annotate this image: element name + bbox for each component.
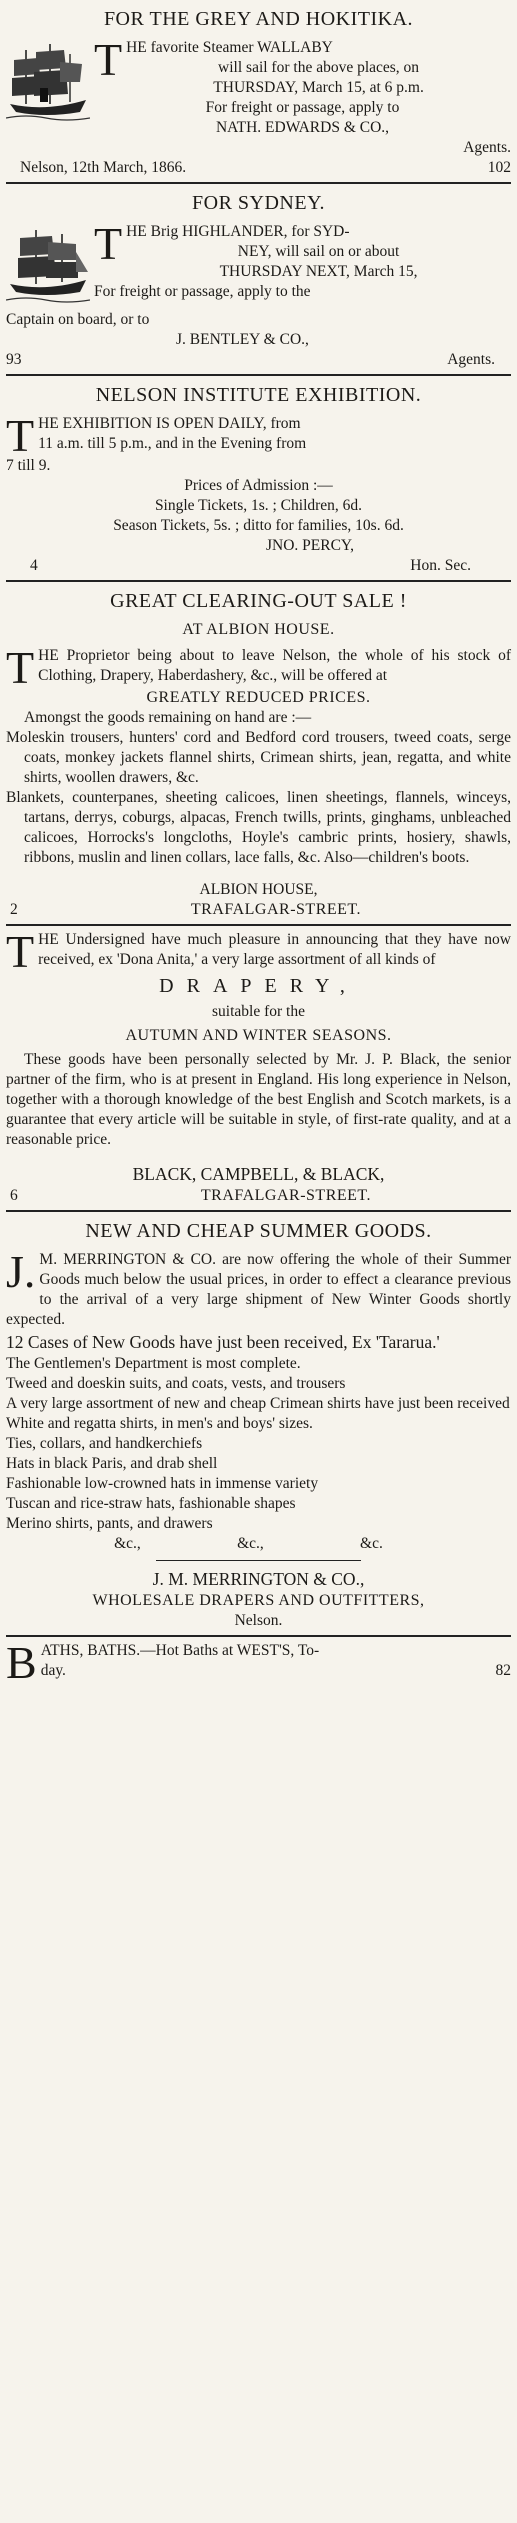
- ad-heading: NEW AND CHEAP SUMMER GOODS.: [85, 1220, 432, 1242]
- ad-footer: [41, 1661, 511, 1681]
- ad-reduced: GREATLY REDUCED PRICES.: [146, 689, 371, 706]
- column-rule: [6, 1210, 511, 1212]
- drop-cap: B: [6, 1637, 37, 1688]
- trade-line: WHOLESALE DRAPERS AND OUTFITTERS,: [92, 1592, 425, 1609]
- column-rule: [6, 580, 511, 582]
- goods-paragraph: Moleskin trousers, hunters' cord and Bedford cord trousers, tweed coats, serge coats, monkey jackets flannel shirts, Crimean shirts, jean, regatta, and white shirts, woollen drawers, &c.: [6, 729, 511, 786]
- cases-line: 12 Cases of New Goods have just been received, Ex 'Tararua.': [6, 1332, 440, 1352]
- column-rule: [6, 182, 511, 184]
- ad-grey-hokitika: [6, 6, 511, 178]
- prices-line: Season Tickets, 5s. ; ditto for families, 10s. 6d.: [113, 517, 404, 534]
- list-item: White and regatta shirts, in men's and boys' sizes.: [6, 1415, 313, 1432]
- etc-mark: &c.,: [237, 1535, 264, 1552]
- ad-clearing-out-sale: [6, 588, 511, 920]
- ad-body: [6, 218, 511, 310]
- prices-line: Single Tickets, 1s. ; Children, 6d.: [154, 497, 363, 514]
- ad-line: NATH. EDWARDS & CO.,: [215, 119, 390, 136]
- list-item: Hats in black Paris, and drab shell: [6, 1455, 218, 1472]
- list-item: The Gentlemen's Department is most complete.: [6, 1355, 301, 1372]
- ad-text: [94, 218, 511, 302]
- ad-heading: FOR THE GREY AND HOKITIKA.: [103, 8, 414, 30]
- drop-cap: T: [94, 218, 123, 269]
- ad-text: [94, 34, 511, 158]
- agents-label: Agents.: [447, 351, 495, 368]
- secretary-title: Hon. Sec.: [410, 557, 471, 574]
- ad-number: 4: [30, 557, 38, 574]
- ad-intro: M. MERRINGTON & CO. are now offering the whole of their Summer Goods much below the usual prices, in order to effect a clearance previous to the arrival of a very large shipment of New Winter Goods shortly expected.: [6, 1251, 511, 1328]
- ad-line: ATHS, BATHS.—Hot Baths at WEST'S, To-: [40, 1642, 320, 1659]
- house-name: ALBION HOUSE,: [199, 881, 318, 898]
- ad-footer: [6, 350, 511, 370]
- ad-drapery: [6, 926, 511, 1206]
- ad-line: For freight or passage, apply to the: [94, 283, 311, 300]
- agents-label: Agents.: [463, 139, 511, 156]
- list-item: Tuscan and rice-straw hats, fashionable shapes: [6, 1495, 296, 1512]
- ad-line: 7 till 9.: [6, 457, 51, 474]
- drop-cap: T: [94, 34, 123, 85]
- etc-row: [6, 1534, 511, 1554]
- list-item: Fashionable low-crowned hats in immense variety: [6, 1475, 319, 1492]
- drapery-word: DRAPERY,: [159, 975, 358, 997]
- ad-line: THURSDAY NEXT, March 15,: [219, 263, 418, 280]
- prices-title: Prices of Admission :—: [184, 477, 333, 494]
- ad-line: THURSDAY, March 15, at 6 p.m.: [213, 79, 424, 96]
- firm-name: BLACK, CAMPBELL, & BLACK,: [132, 1164, 385, 1184]
- ad-subheading: AT ALBION HOUSE.: [182, 621, 335, 638]
- ad-footer: [6, 1186, 511, 1206]
- ad-date: Nelson, 12th March, 1866.: [20, 159, 187, 176]
- street-name: TRAFALGAR-STREET.: [200, 1187, 371, 1204]
- ad-body-text: These goods have been personally selected by Mr. J. P. Black, the senior partner of the firm, who is at present in England. His long experience in Nelson, together with a thorough knowledge of the best English and Scotch markets, is a guarantee that every article will be suitable in style, of first-rate quality, and at a reasonable price.: [6, 1051, 511, 1148]
- firm-name: J. M. MERRINGTON & CO.,: [152, 1569, 365, 1589]
- street-name: TRAFALGAR-STREET.: [190, 901, 361, 918]
- seasons-line: AUTUMN AND WINTER SEASONS.: [125, 1027, 392, 1044]
- goods-paragraph: Blankets, counterpanes, sheeting calicoes, linen sheetings, flannels, winceys, tartans, derrys, coburgs, alpacas, French twills, prints, ginghams, unbleached calicoes, Horrocks's longcloths, Hoyle's cambric prints, hosiery, shawls, ribbons, muslin and linen collars, lace falls, &c. Also—children's boots.: [6, 789, 511, 866]
- column-rule: [6, 1635, 511, 1637]
- ad-baths: [6, 1637, 511, 1688]
- ad-line: will sail for the above places, on: [218, 59, 420, 76]
- ad-body: [6, 34, 511, 158]
- ad-footer: [6, 900, 511, 920]
- ad-heading: NELSON INSTITUTE EXHIBITION.: [95, 384, 422, 406]
- ad-line: 11 a.m. till 5 p.m., and in the Evening from: [38, 435, 307, 452]
- brig-ship-icon: [6, 222, 90, 310]
- ad-summer-goods: [6, 1218, 511, 1631]
- list-item: Ties, collars, and handkerchiefs: [6, 1435, 203, 1452]
- ad-footer: [6, 158, 511, 178]
- ad-number: 102: [487, 159, 511, 176]
- ad-number: 93: [6, 351, 22, 368]
- ad-number: 82: [495, 1662, 511, 1679]
- ad-intro: HE Undersigned have much pleasure in announcing that they have now received, ex 'Dona Anita,' a very large assortment of all kinds of: [38, 931, 511, 968]
- goods-list: [6, 1354, 511, 1534]
- steamer-ship-icon: [6, 38, 90, 126]
- column-rule: [6, 374, 511, 376]
- ad-line: Amongst the goods remaining on hand are :—: [24, 709, 312, 726]
- ad-line: day.: [40, 1662, 66, 1679]
- ad-line: HE favorite Steamer WALLABY: [126, 39, 333, 56]
- agent-name: J. BENTLEY & CO.,: [176, 331, 309, 348]
- ad-line: HE Brig HIGHLANDER, for SYD-: [126, 223, 350, 240]
- drop-cap: T: [6, 926, 35, 977]
- ad-footer: [6, 556, 511, 576]
- ad-number: 6: [10, 1187, 18, 1204]
- secretary-name: JNO. PERCY,: [266, 537, 355, 554]
- newspaper-page: [0, 6, 517, 2523]
- suitable-line: suitable for the: [212, 1003, 305, 1020]
- etc-mark: &c.,: [114, 1535, 141, 1552]
- ad-line: NEY, will sail on or about: [237, 243, 400, 260]
- list-item: A very large assortment of new and cheap Crimean shirts have just been received: [6, 1395, 510, 1412]
- drop-cap: T: [6, 642, 35, 693]
- ad-heading: GREAT CLEARING-OUT SALE !: [110, 590, 407, 612]
- ad-number: 2: [10, 901, 18, 918]
- drop-cap: J.: [6, 1246, 36, 1297]
- ad-sydney: [6, 190, 511, 370]
- list-item: Tweed and doeskin suits, and coats, vests, and trousers: [6, 1375, 346, 1392]
- drop-cap: T: [6, 410, 35, 461]
- ad-nelson-institute: [6, 382, 511, 576]
- ad-line: HE EXHIBITION IS OPEN DAILY, from: [38, 415, 301, 432]
- column-rule: [6, 924, 511, 926]
- ad-line: For freight or passage, apply to: [205, 99, 400, 116]
- etc-mark: &c.: [360, 1535, 383, 1552]
- list-item: Merino shirts, pants, and drawers: [6, 1515, 213, 1532]
- ad-line: Captain on board, or to: [6, 311, 150, 328]
- place-line: Nelson.: [234, 1612, 283, 1629]
- ad-intro: HE Proprietor being about to leave Nelson, the whole of his stock of Clothing, Drapery, Haberdashery, &c., will be offered at: [38, 647, 511, 684]
- ad-heading: FOR SYDNEY.: [192, 192, 325, 214]
